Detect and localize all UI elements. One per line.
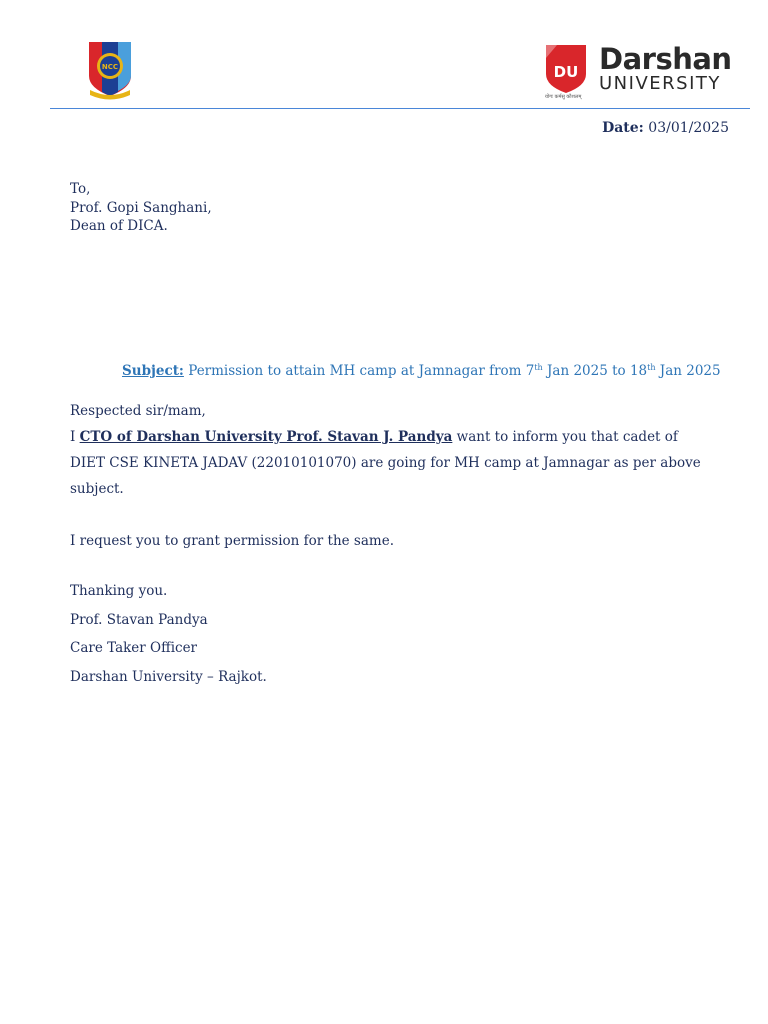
du-mark-text: DU (553, 63, 579, 81)
subject-sup-2: th (647, 363, 656, 372)
subject-text-1: Permission to attain MH camp at Jamnagar from 7 (183, 363, 535, 379)
closing-role: Care Taker Officer (70, 640, 198, 656)
recipient-designation: Dean of DICA. (70, 218, 168, 234)
letter-body (70, 398, 710, 554)
ncc-logo (86, 40, 134, 100)
university-tagline: योगः कर्मसु कौशलम् (545, 94, 582, 100)
subject-line (122, 363, 721, 379)
ncc-logo-text: NCC (101, 63, 119, 71)
closing-thanks: Thanking you. (70, 583, 168, 599)
body-greeting: Respected sir/mam, (70, 403, 206, 419)
subject-label: Subject: (122, 363, 184, 379)
subject-text-2: Jan 2025 to 18 (542, 363, 648, 379)
p1-rest: want to inform you that cadet of DIET CSE KINETA JADAV (22010101070) are going for MH camp at Jamnagar as per above subject. (70, 429, 701, 497)
closing-block (70, 577, 267, 691)
p1-start: I (70, 429, 80, 445)
subject-sup-1: th (534, 363, 543, 372)
university-name: Darshan (599, 42, 732, 76)
date-value: 03/01/2025 (648, 120, 729, 136)
header-divider (50, 108, 750, 109)
closing-org: Darshan University – Rajkot. (70, 668, 267, 685)
darshan-university-logo (545, 44, 735, 104)
du-mark-icon (545, 44, 587, 94)
recipient-salutation: To, (70, 181, 91, 197)
date-label: Date: (602, 120, 644, 136)
recipient-block (70, 180, 212, 236)
body-paragraph-2: I request you to grant permission for the same. (70, 533, 394, 549)
paragraph-gap (70, 502, 710, 528)
letter-date (602, 120, 729, 136)
subject-text-3: Jan 2025 (655, 363, 721, 379)
body-paragraph-1 (70, 424, 710, 502)
recipient-name: Prof. Gopi Sanghani, (70, 199, 212, 216)
closing-name: Prof. Stavan Pandya (70, 611, 208, 628)
university-subtitle: UNIVERSITY (599, 73, 721, 94)
p1-highlight: CTO of Darshan University Prof. Stavan J. Pandya (79, 429, 453, 445)
